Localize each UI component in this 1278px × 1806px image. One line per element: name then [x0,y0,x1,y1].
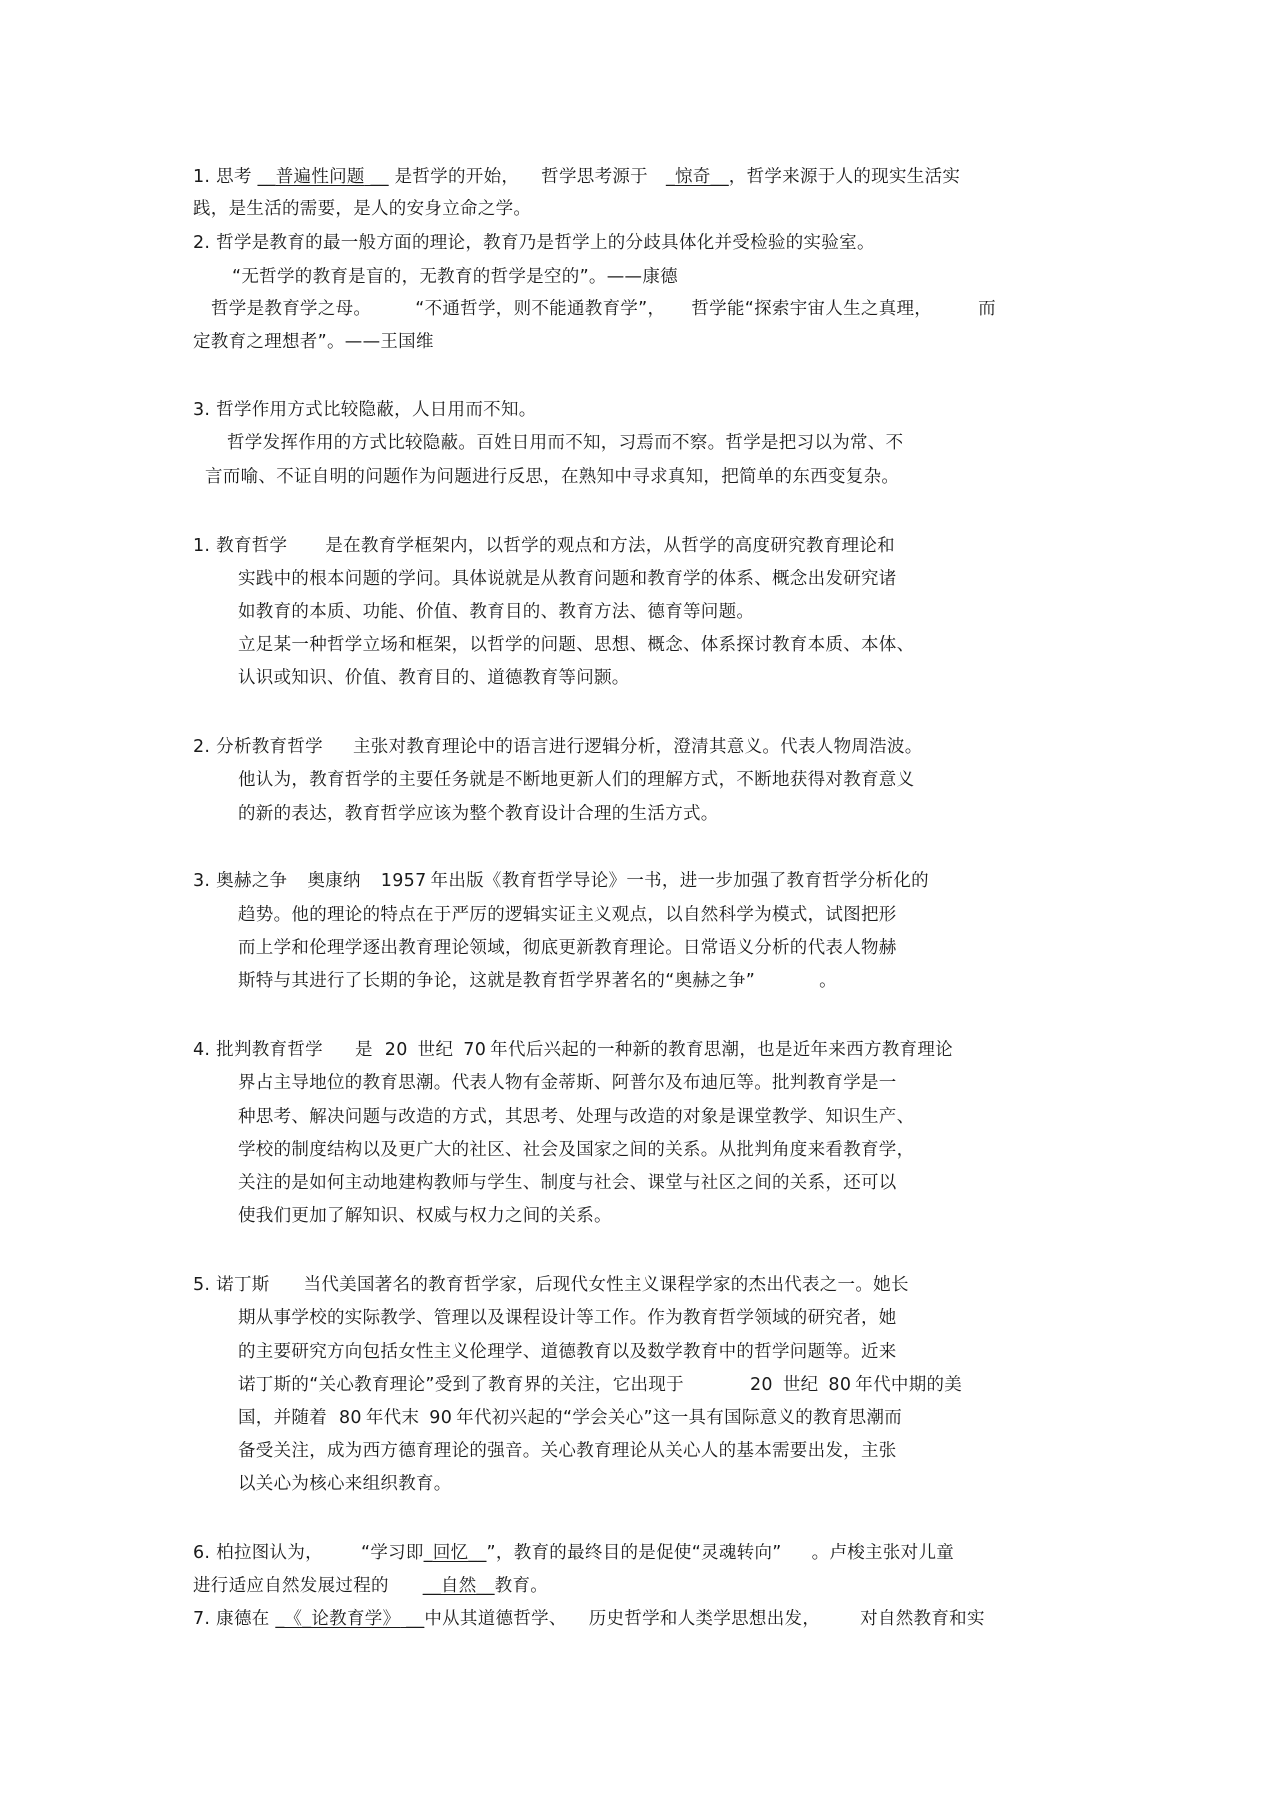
number: 20 [384,1040,408,1060]
text: 教育。 [494,1576,549,1596]
s2-line-2: “无哲学的教育是盲的，无教育的哲学是空的”。——康德 [232,267,678,287]
s2-line-3 [211,294,996,324]
t5-line-1 [193,1270,909,1300]
text: 年代中期的美 [855,1375,963,1395]
text: 是哲学的开始， [388,167,520,187]
number: 80 [828,1375,852,1395]
answer-term: 普遍性问题 [275,167,365,187]
answer-term: 《_论教育学》 [284,1609,401,1629]
text: 。 [819,971,837,991]
t5-line-3: 的主要研究方向包括女性主义伦理学、道德教育以及数学教育中的哲学问题等。近来 [238,1342,897,1362]
t5-line-6: 备受关注，成为西方德育理论的强音。关心教育理论从关心人的基本需要出发，主张 [238,1441,897,1461]
s3-line-1: 3. 哲学作用方式比较隐蔽，人日用而不知。 [193,400,537,420]
text: 历史哲学和人类学思想出发， [588,1609,821,1629]
term-heading: 4. 批判教育哲学 [193,1040,323,1060]
blank: __ [710,167,729,187]
text: 主张对教育理论中的语言进行逻辑分析，澄清其意义。代表人物周浩波。 [352,737,923,757]
text: 奥康纳 [307,871,361,891]
text: 7. 康德在 [193,1609,276,1629]
t2-line-1 [193,732,923,762]
answer-term: 惊奇 [675,167,711,187]
number: 70 [463,1040,487,1060]
blank: __ [468,1543,487,1563]
term-heading: 5. 诺丁斯 [193,1275,270,1295]
text: 年代末 [365,1408,420,1428]
t1-line-3: 如教育的本质、功能、价值、教育目的、教育方法、德育等问题。 [238,602,755,622]
t1-line-5: 认识或知识、价值、教育目的、道德教育等问颢。 [238,668,630,688]
blank: __ [422,1576,441,1596]
text: 哲学是教育学之母。 [211,299,372,319]
t1-line-1 [193,531,895,561]
t1-line-4: 立足某一种哲学立场和框架，以哲学的问题、思想、概念、体系探讨教育本质、本体、 [238,635,915,655]
blank: __ [364,167,389,187]
blank: __ [257,167,276,187]
text: 诺丁斯的“关心教育理论”受到了教育界的关注，它出现于 [238,1375,684,1395]
t4-line-5: 关注的是如何主动地建构教师与学生、制度与社会、课堂与社区之间的关系，还可以 [238,1173,897,1193]
answer-term: 自然 [440,1576,477,1596]
text: 世纪 [782,1375,819,1395]
text: 1. 思考 [193,167,258,187]
t5-line-5 [238,1403,902,1433]
blank: __ [476,1576,495,1596]
text: 世纪 [417,1040,454,1060]
t4-line-4: 学校的制度结构以及更广大的社区、社会及国家之间的关系。从批判角度来看教育学， [238,1140,915,1160]
blank: _ [423,1543,433,1563]
text: 年出版《教育哲学导论》一书，进一步加强了教育哲学分析化的 [430,871,929,891]
number: 80 [339,1408,362,1428]
term-heading: 1. 教育哲学 [193,536,288,556]
t2-line-2: 他认为，教育哲学的主要任务就是不断地更新人们的理解方式，不断地获得对教育意义 [238,770,915,790]
text: “不通哲学，则不能通教育学”， [415,299,666,319]
text: 进行适应自然发展过程的 [193,1576,389,1596]
text: ，哲学来源于人的现实生活实 [728,167,961,187]
t3-line-2: 趋势。他的理论的特点在于严厉的逻辑实证主义观点，以自然科学为模式，试图把形 [238,905,897,925]
text: 6. 柏拉图认为， [193,1543,323,1563]
year: 1957 [380,871,427,891]
blank: _ [665,167,676,187]
s1-line-2: 践，是生活的需要，是人的安身立命之学。 [193,199,532,219]
s2-line-1: 2. 哲学是教育的最一般方面的理论，教育乃是哲学上的分歧具体化并受检验的实验室。 [193,233,875,253]
number: 20 [749,1375,773,1395]
t3-line-4 [238,966,837,996]
t6-line-2 [193,1571,548,1601]
t4-line-2: 界占主导地位的教育思潮。代表人物有金蒂斯、阿普尔及布迪厄等。批判教育学是一 [238,1073,897,1093]
text: ”，教育的最终目的是促使“灵魂转向” [486,1543,782,1563]
text: 年代后兴起的一种新的教育思潮，也是近年来西方教育理论 [490,1040,953,1060]
answer-term: 回忆 [432,1543,469,1563]
text: 对自然教育和实 [860,1609,985,1629]
t1-line-2: 实践中的根本问题的学问。具体说就是从教育问题和教育学的体系、概念出发研究诸 [238,569,897,589]
t4-line-6: 使我们更加了解知识、权威与权力之间的关系。 [238,1206,612,1226]
s3-line-2: 哲学发挥作用的方式比较隐蔽。百姓日用而不知，习焉而不察。哲学是把习以为常、不 [227,433,904,453]
text: 斯特与其进行了长期的争论，这就是教育哲学界著名的“奥赫之争” [238,971,756,991]
t5-line-4 [238,1370,962,1400]
text: 国，并随着 [238,1408,327,1428]
number: 90 [429,1408,453,1428]
t6-line-1 [193,1538,954,1568]
blank: __ [400,1609,425,1629]
t5-line-2: 期从事学校的实际教学、管理以及课程设计等工作。作为教育哲学领域的研究者，她 [238,1308,897,1328]
text: 哲学能“探索宇宙人生之真理， [691,299,933,319]
text: 中从其道德哲学、 [424,1609,567,1629]
text: 当代美国著名的教育哲学家，后现代女性主义课程学家的杰出代表之一。她长 [303,1275,909,1295]
text: 是 [354,1040,373,1060]
t3-line-1 [193,866,929,896]
s1-line-1 [193,162,960,192]
t2-line-3: 的新的表达，教育哲学应该为整个教育设计合理的生活方式。 [238,804,719,824]
text: 而 [978,299,996,319]
s3-line-3: 言而喻、不证自明的问题作为问题进行反思，在熟知中寻求真知，把简单的东西变复杂。 [205,467,900,487]
text: 哲学思考源于 [541,167,648,187]
t3-line-3: 而上学和伦理学逐出教育理论领域，彻底更新教育理论。日常语义分析的代表人物赫 [238,938,897,958]
term-heading: 3. 奥赫之争 [193,871,288,891]
s2-line-4: 定教育之理想者”。——王国维 [193,332,434,352]
text: 年代初兴起的“学会关心”这一具有国际意义的教育思潮而 [456,1408,903,1428]
text: 。卢梭主张对儿童 [811,1543,955,1563]
term-heading: 2. 分析教育哲学 [193,737,323,757]
blank: _ [275,1609,285,1629]
t7-line-1 [193,1604,985,1634]
text: 是在教育学框架内，以哲学的观点和方法，从哲学的高度研究教育理论和 [325,536,895,556]
t4-line-1 [193,1035,953,1065]
t5-line-7: 以关心为核心来组织教育。 [238,1474,452,1494]
t4-line-3: 种思考、解决问题与改造的方式，其思考、处理与改造的对象是课堂教学、知识生产、 [238,1107,915,1127]
text: “学习即 [360,1543,424,1563]
